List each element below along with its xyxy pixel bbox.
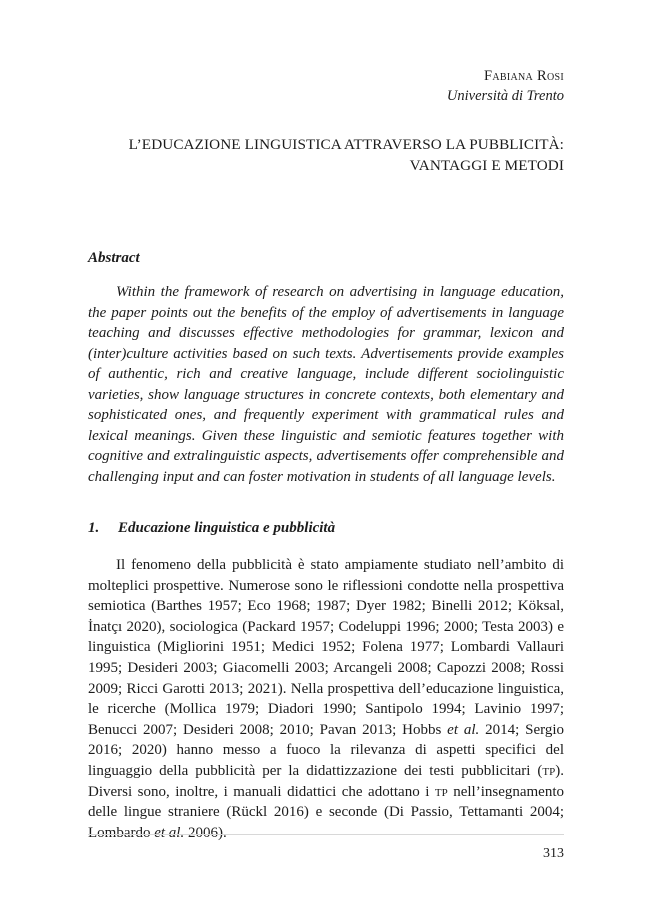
body-text-part: 2006). <box>187 824 227 841</box>
section-number: 1. <box>88 520 100 536</box>
section-heading <box>88 520 335 537</box>
author-affiliation: Università di Trento <box>446 88 564 104</box>
et-al: et al. <box>154 824 185 841</box>
body-text-part: Il fenomeno della pubblicità è stato ampiamente studiato nell’ambito di molteplici prospettive. Numerose sono le riflessioni condotte nella prospettiva semiotica (Barthes 1957; Eco 1968; 1987; Dyer 1982; Binelli 2012; Köksal, İnatçı 2020), sociologica (Packard 1957; Codeluppi 1996; 2000; Testa 2003) e linguistica (Migliorini 1951; Medici 1952; Folena 1977; Lombardi Vallauri 1995; Desideri 2003; Giacomelli 2003; Arcangeli 2008; Capozzi 2008; Rossi 2009; Ricci Garotti 2013; 2021). Nella prospettiva dell’educazione linguistica, le ricerche (Mollica 1979; Diadori 1990; Santipolo 1994; Lavinio 1997; Benucci 2007; Desideri 2008; 2010; Pavan 2013; Hobbs <box>88 557 564 738</box>
body-paragraph <box>88 555 564 843</box>
body-text-part: 2014; Sergio 2016; 2020) hanno messo a fuoco la rilevanza di aspetti specifici del linguaggio della pubblicità per la didattizzazione dei testi pubblicitari ( <box>88 721 565 779</box>
author-block <box>447 66 564 106</box>
abstract-paragraph: Within the framework of research on advertising in language education, the paper points out the benefits of the employ of advertisements in language teaching and discusses effective methodologies for grammar, lexicon and (inter)culture activities based on such texts. Advertisements provide examples of authentic, rich and creative language, include different sociolinguistic varieties, show language structures in concrete contexts, both elementary and sophisticated ones, and frequently experiment with grammatical rules and lexical meanings. Given these linguistic and semiotic features together with cognitive and extralinguistic aspects, advertisements offer comprehensible and challenging input and can foster motivation in students of all language levels. <box>88 284 564 485</box>
page-number: 313 <box>543 846 564 861</box>
title-line-1: L’EDUCAZIONE LINGUISTICA ATTRAVERSO LA PUBBLICITÀ: <box>128 136 564 153</box>
abbr-tp: tp <box>542 762 556 779</box>
section-body <box>88 555 564 843</box>
paper-title <box>84 134 564 176</box>
abbr-tp: tp <box>434 783 448 800</box>
abstract-body <box>88 282 564 487</box>
body-text-part: ). Diversi sono, inoltre, i manuali didattici che adottano i <box>88 762 564 800</box>
body-text-part: nell’insegnamento delle lingue straniere (Rückl 2016) e seconde (Di Passio, Tettamanti 2004; Lombardo <box>88 783 565 841</box>
et-al: et al. <box>447 721 480 738</box>
footer-rule <box>88 834 564 835</box>
abstract-heading: Abstract <box>88 250 140 266</box>
author-name: Fabiana Rosi <box>484 68 564 84</box>
section-title: Educazione linguistica e pubblicità <box>118 520 336 536</box>
title-line-2: VANTAGGI E METODI <box>409 157 564 174</box>
